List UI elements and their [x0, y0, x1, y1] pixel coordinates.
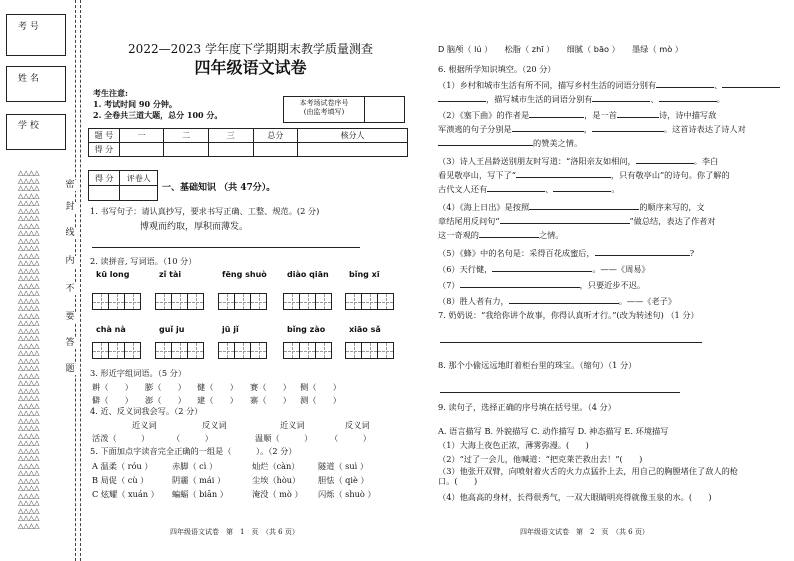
- writing-cell[interactable]: [234, 293, 251, 310]
- q7-text: 7. 奶奶说：“我给你讲个故事，你得认真听才行。”(改为转述句) （1 分）: [438, 310, 699, 320]
- pinyin-label: jū jǐ: [222, 325, 239, 334]
- seat-number-box[interactable]: [283, 96, 405, 123]
- q6-3b-a: 。李白: [693, 156, 719, 166]
- q4-item[interactable]: （ ）: [172, 433, 213, 443]
- q6-6b: 。——《周易》: [592, 264, 650, 274]
- q6-text: 6. 根据所学知识填空。（20 分）: [438, 64, 556, 74]
- q3-text: 3. 形近字组词语。（5 分）: [90, 368, 187, 378]
- exam-subtitle: 四年级语文试卷: [194, 58, 307, 77]
- score-cell[interactable]: [208, 143, 253, 157]
- score-head-0: 题 号: [89, 129, 120, 143]
- q6-8: （8）胜人者有力，: [438, 296, 509, 306]
- blank[interactable]: [516, 177, 611, 178]
- writing-cell[interactable]: [283, 342, 300, 359]
- writing-cell[interactable]: [299, 293, 316, 310]
- q7-answer-line[interactable]: [440, 342, 702, 343]
- writing-cell[interactable]: [361, 293, 378, 310]
- q8-text: 8. 那个小偷远远地盯着柜台里的珠宝。（缩句）（1 分）: [438, 360, 637, 370]
- q3-item[interactable]: 测（ ）: [300, 395, 341, 405]
- writing-cell[interactable]: [377, 293, 394, 310]
- score-cell[interactable]: [298, 143, 408, 157]
- writing-cell[interactable]: [345, 293, 362, 310]
- q3-item[interactable]: 僻（ ）: [92, 395, 133, 405]
- seal-char: 密: [65, 180, 75, 190]
- q3-item[interactable]: 膨（ ）: [145, 382, 186, 392]
- q6-7b: ，只要近步不迟。: [579, 280, 646, 290]
- writing-cell[interactable]: [377, 342, 394, 359]
- q4-item[interactable]: 活泼（ ）: [92, 433, 150, 443]
- binding-cut-line-2: [80, 0, 81, 561]
- q6-6: （6）天行健，: [438, 264, 493, 274]
- blank[interactable]: [617, 117, 659, 118]
- pinyin-label: kū long: [96, 270, 130, 279]
- pinyin-label: zǐ tài: [159, 270, 182, 279]
- score-cell[interactable]: [253, 143, 298, 157]
- writing-grid[interactable]: [155, 293, 203, 310]
- seal-char: 要: [65, 312, 75, 322]
- blank[interactable]: [722, 87, 780, 88]
- q4-item[interactable]: （ ）: [330, 433, 371, 443]
- q6-2b: ，是一首: [584, 110, 617, 120]
- writing-grid[interactable]: [283, 342, 331, 359]
- score-table: [88, 128, 408, 157]
- pinyin-label: fēng shuò: [222, 270, 267, 279]
- writing-cell[interactable]: [283, 293, 300, 310]
- writing-cell[interactable]: [92, 293, 109, 310]
- writing-cell[interactable]: [92, 342, 109, 359]
- writing-grid[interactable]: [218, 342, 266, 359]
- q6-2c-a: 诗，诗中描写敌: [658, 110, 717, 120]
- writing-cell[interactable]: [155, 293, 172, 310]
- q9-text: 9. 读句子，选择正确的序号填在括号里。（4 分）: [438, 402, 616, 412]
- score-head-4: 总分: [253, 129, 298, 143]
- blank[interactable]: [592, 131, 664, 132]
- q6-1a: （1）乡村和城市生活有所不同，描写乡村生活的词语分别有: [438, 80, 657, 90]
- q6-4d: 之情。: [538, 230, 564, 240]
- blank[interactable]: [529, 209, 639, 210]
- pinyin-label: guǐ ju: [159, 325, 185, 334]
- q3-item[interactable]: 赛（ ）: [250, 382, 291, 392]
- writing-cell[interactable]: [187, 342, 204, 359]
- q6-5: （5）《蜂》中的名句是：采得百花成蜜后，: [438, 248, 595, 258]
- q5-option: A 温柔（ róu ）: [92, 461, 153, 471]
- pinyin-label: chà nà: [96, 325, 126, 334]
- score-row-label: 得 分: [89, 143, 120, 157]
- writing-cell[interactable]: [250, 342, 267, 359]
- blank[interactable]: [636, 163, 694, 164]
- xuexiao-box: [6, 114, 66, 150]
- writing-cell[interactable]: [315, 293, 332, 310]
- writing-grid[interactable]: [92, 342, 140, 359]
- q6-2e: 的赞美之情。: [533, 138, 583, 148]
- xuexiao-label: 学 校: [18, 121, 39, 131]
- blank[interactable]: [659, 101, 717, 102]
- q6-3c-a: ，只有敬亭山”的诗句。你了解的: [610, 170, 730, 180]
- seal-char: 答: [65, 338, 75, 348]
- seat-box-line1: 本考场试卷序号: [299, 99, 349, 107]
- blank[interactable]: [509, 303, 619, 304]
- blank[interactable]: [529, 117, 584, 118]
- kaohao-box: [6, 14, 66, 56]
- q5-text: 5. 下面加点字读音完全正确的一组是（ ）。（2 分）: [90, 446, 297, 456]
- exam-title: 2022—2023 学年度下学期期末教学质量测查: [128, 42, 373, 56]
- writing-cell[interactable]: [187, 293, 204, 310]
- q4-header: 近义词: [132, 420, 157, 430]
- pinyin-label: xiāo sǎ: [349, 325, 381, 334]
- pinyin-label: bǐng zào: [287, 325, 326, 334]
- q5-option: 闪烁（ shuò ）: [318, 489, 376, 499]
- q1-sentence: 博观而约取，厚积而薄发。: [140, 222, 249, 232]
- q6-2a: （2）《塞下曲》的作者是: [438, 110, 530, 120]
- writing-cell[interactable]: [108, 293, 125, 310]
- q5-option: C 炫耀（ xuán ）: [92, 489, 159, 499]
- blank[interactable]: [438, 101, 486, 102]
- q5-option: 尘埃（hòu）: [252, 475, 301, 485]
- blank[interactable]: [553, 191, 611, 192]
- seat-box-line2: (由监考填写): [303, 108, 345, 116]
- grader-cell[interactable]: [120, 186, 158, 201]
- q5-option: 灿烂（càn）: [252, 461, 300, 471]
- q2-text: 2. 读拼音, 写词语。（10 分）: [90, 256, 197, 266]
- pinyin-label: bǐng xī: [349, 270, 380, 279]
- writing-cell[interactable]: [124, 342, 141, 359]
- writing-cell[interactable]: [108, 342, 125, 359]
- q6-2c-b: 军溃逃的句子分别是: [438, 124, 512, 134]
- writing-grid[interactable]: [92, 293, 140, 310]
- q1-answer-line[interactable]: [92, 247, 360, 248]
- grader-cell[interactable]: [89, 186, 120, 201]
- blank[interactable]: [592, 101, 650, 102]
- seal-char: 线: [65, 228, 75, 238]
- blank[interactable]: [656, 87, 714, 88]
- q6-3b-b: 看见敬亭山，写下了“: [438, 170, 516, 180]
- q6-4c-b: 这一奇观的: [438, 230, 479, 240]
- q4-text: 4. 近、反义词我会写。（2 分）: [90, 406, 203, 416]
- q5-option: 蝙蝠（ biān ）: [172, 489, 228, 499]
- q8-answer-line[interactable]: [440, 392, 680, 393]
- q3-item[interactable]: 澎（ ）: [145, 395, 186, 405]
- q5-option: 淹没（ mò ）: [252, 489, 303, 499]
- q5-option: B 局促（ cù ）: [92, 475, 149, 485]
- blank[interactable]: [460, 287, 580, 288]
- q3-item[interactable]: 侧（ ）: [300, 382, 341, 392]
- writing-cell[interactable]: [315, 342, 332, 359]
- notes-title: 考生注意:: [93, 88, 128, 98]
- blank[interactable]: [512, 131, 584, 132]
- blank[interactable]: [438, 145, 533, 146]
- q6-2d: 。这首诗表达了诗人对: [663, 124, 746, 134]
- writing-grid[interactable]: [283, 293, 331, 310]
- q1-text: 1. 书写句子：请认真抄写，要求书写正确、工整、规范。(2 分): [90, 206, 320, 216]
- writing-grid[interactable]: [345, 342, 393, 359]
- writing-grid[interactable]: [155, 342, 203, 359]
- writing-cell[interactable]: [171, 342, 188, 359]
- q5-option: 赤脚（ cì ）: [172, 461, 218, 471]
- triangle-pattern: △△△△ △△△△ △△△△ △△△△ △△△△ △△△△ △△△△ △△△△ △△△△ △△△△ △△△△ △△△△ △△△△ △△△△ △△△△ △△△△ △△△△ △△△△ △△△△ △△△△ △△△△ △△△△ △△△△ △△△△ △△△△ △△△△ △△△△ △△△△ △△△△ △△△△ △△△△ △△△△ △△△△ △△△△ △△△△ △△△△ △△△△ △△△△ △△△△ △△△△ △△△△ △△△△ △△△△ △△△△ △△△△ △△△△ △△△△ △△△△: [18, 169, 40, 530]
- q6-4a: （4）《海上日出》是按照: [438, 202, 530, 212]
- writing-cell[interactable]: [361, 342, 378, 359]
- grader-table: [88, 170, 158, 201]
- score-cell[interactable]: [164, 143, 209, 157]
- writing-cell[interactable]: [155, 342, 172, 359]
- seal-char: 内: [65, 256, 75, 266]
- q9-options: A. 语言描写 B. 外貌描写 C. 动作描写 D. 神态描写 E. 环境描写: [438, 426, 669, 436]
- q3-item[interactable]: 耕（ ）: [92, 382, 133, 392]
- q5-option: 胆怯（ qiè ）: [318, 475, 369, 485]
- xingming-label: 姓 名: [18, 74, 39, 84]
- q5-option: 隧道（ suì ）: [318, 461, 369, 471]
- footer-right: 四年级语文试卷 第 2 页 （共 6 页）: [520, 528, 649, 536]
- writing-cell[interactable]: [218, 342, 235, 359]
- blank[interactable]: [492, 271, 592, 272]
- q9-item-2: （2）“过了一会儿，他喊道：“把克莱芒救出去！”( ): [438, 454, 643, 464]
- q4-item[interactable]: 温顺（ ）: [255, 433, 313, 443]
- writing-cell[interactable]: [250, 293, 267, 310]
- score-cell[interactable]: [119, 143, 164, 157]
- blank[interactable]: [487, 191, 545, 192]
- blank[interactable]: [595, 255, 690, 256]
- q6-8b: 。——《老子》: [618, 296, 677, 306]
- q5-option: 阴霾（ mái ）: [172, 475, 226, 485]
- seal-char: 不: [65, 284, 75, 294]
- q6-7: （7）: [438, 280, 460, 290]
- writing-cell[interactable]: [171, 293, 188, 310]
- q6-3c-b: 古代文人还有: [438, 184, 488, 194]
- seal-char: 题: [65, 364, 75, 374]
- writing-grid[interactable]: [218, 293, 266, 310]
- q9-item-3: （3）他张开双臂，向喷射着火舌的火力点猛扑上去，用自己的胸膛堵住了敌人的枪口。( ): [438, 466, 738, 486]
- q4-header: 近义词: [280, 420, 305, 430]
- note-2: 2. 全卷共三道大题，总分 100 分。: [93, 110, 223, 120]
- q3-item[interactable]: 健（ ）: [197, 382, 238, 392]
- q4-header: 反义词: [202, 420, 227, 430]
- grader-label: 评卷人: [120, 171, 158, 186]
- writing-cell[interactable]: [234, 342, 251, 359]
- q5-option-d: D 脑颅（ lú ） 松脂（ zhī ） 细腻（ bāo ） 墨绿（ mò ）: [438, 44, 683, 54]
- kaohao-label: 考 号: [18, 22, 39, 32]
- q9-item-1: （1）大海上夜色正浓，薄雾弥漫。( ): [438, 440, 589, 450]
- grader-score-label: 得 分: [89, 171, 120, 186]
- blank[interactable]: [500, 223, 630, 224]
- q4-header: 反义词: [345, 420, 370, 430]
- blank[interactable]: [479, 237, 539, 238]
- score-head-5: 核分人: [298, 129, 408, 143]
- q3-item[interactable]: 建（ ）: [197, 395, 238, 405]
- writing-cell[interactable]: [345, 342, 362, 359]
- q6-1b: ，描写城市生活的词语分别有: [486, 94, 593, 104]
- score-head-1: 一: [119, 129, 164, 143]
- q9-item-4: （4）他高高的身材，长得很秀气，一双大眼睛明亮得就像玉泉的水。( ): [438, 492, 712, 502]
- score-head-3: 三: [208, 129, 253, 143]
- binding-cut-line: [75, 0, 76, 561]
- writing-grid[interactable]: [345, 293, 393, 310]
- writing-cell[interactable]: [124, 293, 141, 310]
- writing-cell[interactable]: [218, 293, 235, 310]
- q6-4b-b: 章结尾用反问句“: [438, 216, 500, 226]
- writing-cell[interactable]: [299, 342, 316, 359]
- q6-4c-a: ”做总结，表达了作者对: [629, 216, 716, 226]
- q6-3a: （3）诗人王昌龄送别朋友时写道：“洛阳亲友如相问，: [438, 156, 636, 166]
- q3-item[interactable]: 寨（ ）: [250, 395, 291, 405]
- pinyin-label: diào qiān: [287, 270, 329, 279]
- q6-4b-a: 的顺序来写的，文: [639, 202, 705, 212]
- note-1: 1. 考试时间 90 分钟。: [93, 99, 177, 109]
- section1-heading: 一、基础知识 （共 47分）。: [162, 183, 276, 193]
- score-head-2: 二: [164, 129, 209, 143]
- footer-left: 四年级语文试卷 第 1 页 （共 6 页）: [170, 528, 299, 536]
- seal-char: 封: [65, 202, 75, 212]
